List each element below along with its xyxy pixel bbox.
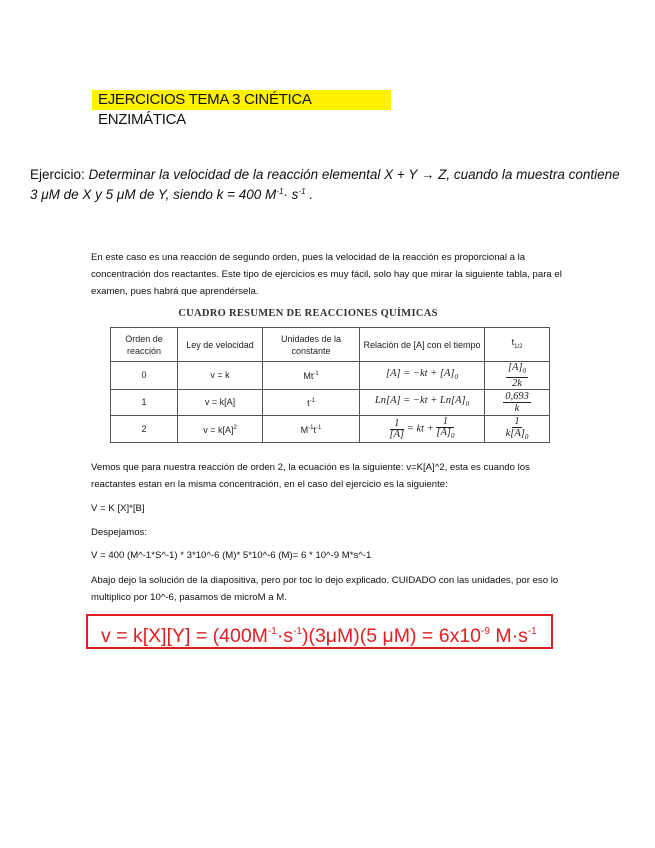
cell-order: 2 xyxy=(111,416,178,443)
reaction-summary-table xyxy=(110,327,550,443)
table-header-row xyxy=(111,328,550,362)
cell-law: v = k xyxy=(178,362,263,390)
cell-relation: 1 [A] = kt + 1 $[A]_0$ xyxy=(360,416,485,443)
cell-half-life: 0,693 k xyxy=(485,390,550,416)
cell-half-life: 1 $k[A]_0$ xyxy=(485,416,550,443)
cell-law: v = k[A] xyxy=(178,390,263,416)
page-title: EJERCICIOS TEMA 3 CINÉTICA ENZIMÁTICA xyxy=(92,90,391,110)
cell-units: $Mt^{-1}$ xyxy=(263,362,360,390)
cell-units: $M^{-1}t^{-1}$ xyxy=(263,416,360,443)
table-row xyxy=(111,362,550,390)
cell-relation: $Ln[A] = -kt + Ln[A]_0$ xyxy=(360,390,485,416)
note-paragraph: Abajo dejo la solución de la diapositiva, pero por toc lo dejo explicado. CUIDADO con las unidades, por eso lo multiplico por 10^-6, pasamos de microM a M. xyxy=(91,575,559,603)
cell-order: 1 xyxy=(111,390,178,416)
cell-half-life: $[A]_0$ 2k xyxy=(485,362,550,390)
exercise-label: Ejercicio: xyxy=(30,167,89,182)
exercise-line1: Determinar la velocidad de la reacción elemental X + Y → Z, cuando la muestra contiene xyxy=(88,167,620,182)
cell-law: $v = k[A]^2$ xyxy=(178,416,263,443)
table-row xyxy=(111,416,550,443)
despejamos-label: Despejamos: xyxy=(91,527,147,538)
header-order: Orden de reacción xyxy=(111,328,178,362)
cell-order: 0 xyxy=(111,362,178,390)
equation-2: V = 400 (M^-1*S^-1) * 3*10^-6 (M)* 5*10^-6 (M)= 6 * 10^-9 M*s^-1 xyxy=(91,550,372,561)
header-half-life: $t_{1/2}$ xyxy=(485,328,550,362)
intro-paragraph: En este caso es una reacción de segundo orden, pues la velocidad de la reacción es proporcional a la concentración dos reactantes. Este tipo de ejercicios es muy fácil, solo hay que mirar la siguiente tabla, para el examen, pues habrá que aprendérsela. xyxy=(91,252,562,297)
equation-1: V = K [X]*[B] xyxy=(91,503,145,514)
table-title: CUADRO RESUMEN DE REACCIONES QUÍMICAS xyxy=(178,308,438,319)
solution-box: $v = k[X][Y] = (400M^{-1}\cdot s^{-1})(3\mu M)(5$ $\mu M) = 6x10^{-9}$ $M\cdot s^{-1}$ xyxy=(86,614,553,649)
cell-relation: $[A] = -kt + [A]_0$ xyxy=(360,362,485,390)
header-relation: Relación de [A] con el tiempo xyxy=(360,328,485,362)
exercise-statement xyxy=(30,166,640,203)
explanation-paragraph: Vemos que para nuestra reacción de orden 2, la ecuación es la siguiente: v=K[A]^2, esta es cuando los reactantes estan en la misma concentración, en el caso del ejercicio es la siguiente: xyxy=(91,462,530,490)
header-units: Unidades de la constante xyxy=(263,328,360,362)
cell-units: $t^{-1}$ xyxy=(263,390,360,416)
table-row xyxy=(111,390,550,416)
exercise-line2: 3 μM de X y 5 μM de Y, siendo k = 400 $M^{-1}\cdot s^{-1}$ . xyxy=(30,187,314,202)
header-law: Ley de velocidad xyxy=(178,328,263,362)
